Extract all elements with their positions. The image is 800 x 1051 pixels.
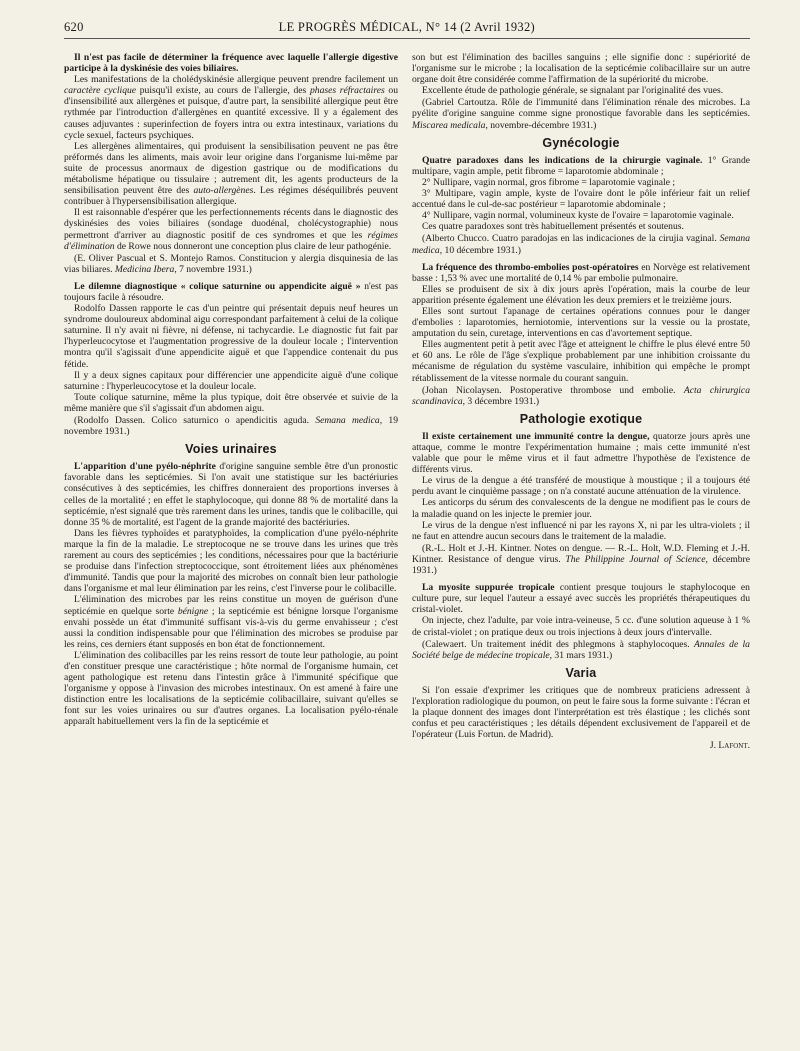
reference-journal: The Philippine Journal of Science [565,553,706,565]
paragraph: On injecte, chez l'adulte, par voie intra-veineuse, 5 cc. d'une solution aqueuse à 1 % de cristal-violet ; on pratique deux ou trois injections à deux jours d'intervalle. [412,615,750,638]
text-run: ; la septicémie est bénigne lorsque l'organisme envahi possède un état d'immunité suffisant vis-à-vis du germe envahisseur ; c'est aussi la condition indispensable pour que l'élimination des microbes se produise par les reins, ces derniers étant supposés en bon état de fonctionnement. [64,605,398,650]
lead-heading: L'apparition d'une pyélo-néphrite [74,461,216,473]
text-run: Il est raisonnable d'espérer que les perfectionnements récents dans le diagnostic des dyskinésies des voies biliaires (sondage duodénal, cholécystographie) nous permettront d'arriver au diagnostic positif de ces syndromes et que les [64,207,398,241]
reference-date: , 19 novembre 1931.) [64,415,398,438]
paragraph [412,582,750,615]
page-header [64,20,750,39]
paragraph: Les anticorps du sérum des convalescents de la dengue ne modifient pas le cours de la maladie quand on les injecte le premier jour. [412,497,750,520]
reference [412,543,750,576]
lead-heading: La myosite suppurée tropicale [422,582,555,594]
reference-journal: Acta chirurgica scandinavica [412,384,750,407]
page-number: 620 [64,20,84,34]
paragraph [412,431,750,475]
paragraph: Elles sont surtout l'apanage de certaines opérations connues pour le danger d'embolies : laparotomies, herniotomie, interventions sur la vessie ou la prostate, amputation du sein, curetage, interventions en cas d'avortement septique. [412,305,750,340]
lead-heading: Il existe certainement une immunité contre la dengue, [422,430,650,442]
reference-journal: Miscarea medicala [412,119,486,131]
reference-text: (Johan Nicolaysen. Postoperative thrombose und embolie. [422,384,684,396]
text-run: Les manifestations de la cholédyskinésie allergique peuvent prendre facilement un [74,74,398,86]
paragraph: Toute colique saturnine, même la plus typique, doit être observée et suivie de la même manière que s'il s'agissait d'un abdomen aigu. [64,391,398,414]
paragraph [64,141,398,208]
text-run: Les allergènes alimentaires, qui produisent la sensibilisation peuvent ne pas être préformés dans les aliments, mais avoir leur origine dans l'organisme lui-même par suite de processus anormaux de digestion gastrique ou de modifications du métabolisme hépatique ou tissulaire ; autrement dit, les agents producteurs de la sensibilisation peuvent être des [64,140,398,197]
text-run: d'origine sanguine semble être d'un pronostic favorable dans les septicémies. Si l'on avait une statistique sur les bactériuries consécutives à des septicémies, les chiffres donneraient des proportions inverses à celles de la mortalité ; en effet le staphylocoque, qui donne 88 % de mortalité dans la septicémie, n'est signalé que très rarement dans les urines, tandis que le colibacille, qui donne 35 % de mortalité, est l'agent de la grande majorité des bactériuries. [64,461,398,528]
text-run: en Norvège est relativement basse : 1,53 % avec une mortalité de 0,14 % par embolie pulmonaire. [412,261,750,284]
section-heading-voies-urinaires: Voies urinaires [185,442,277,457]
paragraph: Rodolfo Dassen rapporte le cas d'un peintre qui présentait depuis neuf heures un syndrome douloureux abdominal aigu correspondant parfaitement à celui de la colique saturnine. Il n'y avait ni fièvre, ni défense, ni tachycardie. Le diagnostic fut fait par l'hyperleucocytose et l'augmentation progressive de la douleur locale ; l'intervention montra qu'il s'agissait d'une appendicite aiguë et que l'appendice contenait du pus fétide. [64,303,398,370]
section-heading-gynecologie: Gynécologie [542,135,620,150]
journal-title: LE PROGRÈS MÉDICAL, N° 14 (2 Avril 1932) [278,20,535,34]
reference-journal: Annales de la Société belge de médecine tropicale [412,638,750,661]
reference-text: (Gabriel Cartoutza. Rôle de l'immunité dans l'élimination rénale des microbes. La pyélite d'origine sanguine comme signe pronostique favorable dans les septicémies. [412,97,750,120]
text-run-italic: caractère cyclique [64,85,137,97]
reference [64,253,398,275]
reference-date: , 31 mars 1931.) [549,649,613,661]
paragraph [64,52,398,74]
header-spacer [730,20,750,35]
right-column [412,52,750,1027]
text-run: 1° Grande multipare, vagin ample, petit fibrome = laparotomie abdominale ; [412,154,750,177]
reference-text: (Alberto Chucco. Cuatro paradojas en las indicaciones de la cirujia vaginal. [422,233,720,245]
paragraph [64,207,398,251]
text-run: quatorze jours après une attaque, comme le montre l'expérimentation humaine ; mais cette immunité n'est valable que pour le même virus et il faut admettre l'hypothèse de l'existence de différents virus. [412,430,750,476]
text-run-italic: auto-allergènes [193,185,254,197]
paragraph [64,461,398,528]
reference-date: , 3 décembre 1931.) [462,395,540,407]
text-run-italic: régimes d'élimination [64,229,398,252]
reference-text: (E. Oliver Pascual et S. Montejo Ramos. Constitucion y alergia disquinesia de las vias biliares. [64,252,398,275]
reference [412,639,750,661]
paragraph [64,281,398,303]
reference-journal: Semana medica [315,415,380,426]
paragraph [64,74,398,141]
lead-heading: Le dilemne diagnostique « colique saturnine ou appendicite aiguë » [74,280,361,292]
paragraph: Le virus de la dengue n'est influencé ni par les rayons X, ni par les ultra-violets ; il ne faut en attendre aucun secours dans le traitement de la maladie. [412,519,750,542]
reference-journal: Semana medica [412,233,750,256]
reference-date: , 7 novembre 1931.) [174,263,252,275]
text-run: . Les régimes déséquilibrés peuvent contribuer à l'hypersensibilisation allergique. [64,185,398,208]
text-run-italic: phases réfractaires [309,85,385,97]
reference-date: , novembre-décembre 1931.) [485,119,597,131]
paragraph: Il y a deux signes capitaux pour différencier une appendicite aiguë d'une colique saturnine : l'hyperleucocytose et la douleur locale. [64,369,398,392]
reference-date: , 10 décembre 1931.) [439,244,521,256]
reference-text: (R.-L. Holt et J.-H. Kintner. Notes on dengue. — R.-L. Holt, W.D. Fleming et J.-H. Kintner. Resistance of dengue virus. [412,542,750,565]
paragraph: Si l'on essaie d'exprimer les critiques que de nombreux praticiens adressent à l'exploration radiologique du poumon, on peut le faire sous la forme suivante : l'écran et la plaque donnent des images dont l'interprétation est très élastique ; les clichés sont confus et peu caractéristiques ; les détails dépendent exclusivement de l'appareil et de l'opérateur (Luis Fortun. de Madrid). [412,684,750,741]
reference-journal: Medicina Ibera [114,263,175,275]
paragraph: L'élimination des colibacilles par les reins ressort de toute leur pathologie, au point d'en constituer presque une caractéristique ; hôte normal de l'organisme humain, cet agent pathologique est retenu dans l'intestin grâce à l'immunité spécifique que l'organisme y oppose à l'invasion des microbes intestinaux. On est amené à faire une distinction entre les localisations de la septicémie colibacillaire, suivant qu'elles se font sur les voies urinaires ou sur d'autres organes. La localisation pyélo-rénale apparaît habituellement vers la fin de la septicémie et [64,649,398,728]
text-run: contient presque toujours le staphylocoque en culture pure, sur lequel l'auteur a essayé avec succès les propriétés thérapeutiques du cristal-violet. [412,582,750,616]
paragraph [412,155,750,177]
paragraph: 3° Multipare, vagin ample, kyste de l'ovaire dont le pôle inférieur fait un relief accentué dans le cul-de-sac postérieur = laparotomie abdominale ; [412,188,750,211]
section-heading-varia: Varia [565,665,597,680]
text-run-italic: bénigne [177,605,209,617]
text-run: L'élimination des microbes par les reins constitue un moyen de guérison d'une septicémie en quelque sorte [64,594,398,617]
reference-date: , décembre 1931.) [412,553,750,577]
paragraph: Elles augmentent petit à petit avec l'âge et atteignent le chiffre le plus élevé entre 50 et 60 ans. Le rôle de l'âge s'explique probablement par une inhibition croissante du mécanisme de régulation du système vasculaire, inhibition qui empêche le prompt rétablissement de la vitesse normale du courant sanguin. [412,339,750,384]
reference [412,385,750,407]
reference [412,233,750,255]
reference [412,97,750,130]
text-run: puisqu'il existe, au cours de l'allergie, des [136,85,310,97]
lead-heading: La fréquence des thrombo-embolies post-opératoires [422,261,639,273]
paragraph: Excellente étude de pathologie générale, se signalant par l'originalité des vues. [422,85,724,97]
section-heading-pathologie-exotique: Pathologie exotique [519,411,643,426]
paragraph: 2° Nullipare, vagin normal, gros fibrome = laparotomie vaginale ; [422,176,676,188]
text-run: de Rowe nous donneront une conception plus claire de leur pathogénie. [114,240,392,252]
reference [64,415,398,437]
paragraph: Le virus de la dengue a été transféré de moustique à moustique ; il a toujours été perdu avant le cinquième passage ; on n'a constaté aucune atténuation de la virulence. [412,475,750,498]
lead-heading: Quatre paradoxes dans les indications de la chirurgie vaginale. [422,154,703,166]
reference-text: (Rodolfo Dassen. Colico saturnico o apendicitis aguda. [74,415,316,426]
text-run: n'est pas toujours facile à résoudre. [64,280,398,303]
reference-text: (Calewaert. Un traitement inédit des phlegmons à staphylocoques. [422,638,694,650]
paragraph: Elles se produisent de six à dix jours après l'opération, mais la courbe de leur apparition présente également une élévation les deux premiers et le treizième jours. [412,283,750,306]
paragraph: son but est l'élimination des bacilles sanguins ; elle signifie donc : supériorité de l'organisme sur le microbe ; la localisation de la septicémie colibacillaire sur un autre organe doit être considérée comme l'affirmation de la supériorité du microbe. [412,52,750,86]
paragraph-text: Il n'est pas facile de déterminer la fréquence avec laquelle l'allergie digestive participe à la dyskinésie des voies biliaires. [64,52,398,75]
paragraph: 4° Nullipare, vagin normal, volumineux kyste de l'ovaire = laparotomie vaginale. [422,210,734,222]
text-run: ou d'insensibilité aux allergènes et puisque, d'autre part, la sensibilité allergique peut être rythmée par l'introduction d'allergènes en quantité excessive. Il y a également des causes adjuvantes : superinfection de foyers intra ou extra intestinaux, variations du cycle sexuel, facteurs psychiques. [64,85,398,141]
left-column [64,52,398,1027]
author-signature: J. Lafont. [709,740,750,752]
paragraph: Dans les fièvres typhoïdes et paratyphoïdes, la complication d'une pyélo-néphrite marque la fin de la maladie. Le streptocoque ne se trouve dans les urines que très rarement au cours des septicémies ; les conditions, nécessaires pour que la bactériurie se produise dans l'infection streptococcique, sont étroitement liées aux phénomènes d'immunité. Tandis que pour la majorité des microbes on connaît bien leur pathologie dans l'organisme et mal leur élimination par les reins, c'est l'inverse pour le colibacille. [64,527,398,595]
paragraph [64,594,398,649]
paragraph: Ces quatre paradoxes sont très habituellement présentés et soutenus. [422,221,684,233]
paragraph [412,262,750,284]
